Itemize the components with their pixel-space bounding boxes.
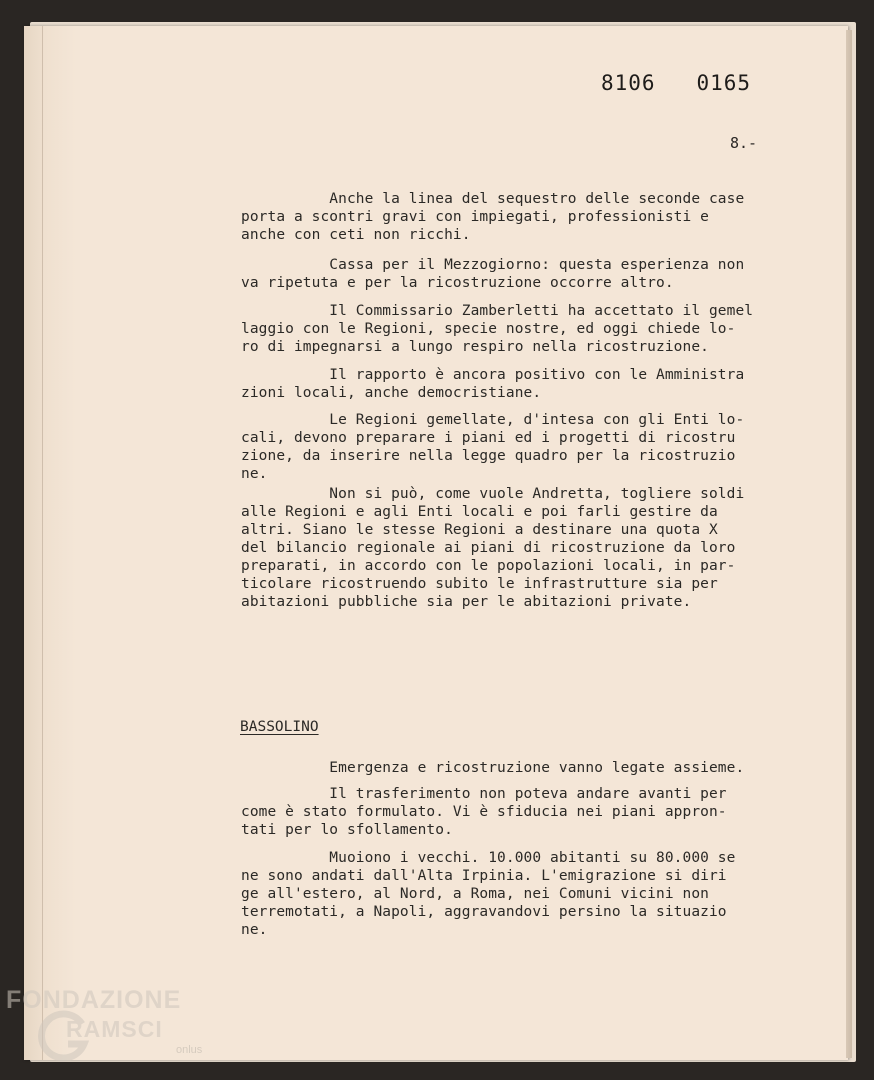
page-number: 8.- — [730, 134, 758, 152]
paragraph-1: Anche la linea del sequestro delle seconde case porta a scontri gravi con impiegati, professionisti e anche con ceti non ricchi. — [241, 191, 745, 243]
stacked-pages-edge — [846, 30, 852, 1058]
binding-edge — [42, 26, 43, 1060]
section-paragraph-1: Emergenza e ricostruzione vanno legate assieme. — [241, 760, 745, 776]
page-fold-shadow — [24, 26, 76, 1060]
watermark-line1: FONDAZIONE — [6, 986, 182, 1014]
paragraph-4: Il rapporto è ancora positivo con le Amministra zioni locali, anche democristiane. — [241, 367, 745, 401]
paragraph-3: Il Commissario Zamberletti ha accettato il gemel laggio con le Regioni, specie nostre, ed oggi chiede lo- ro di impegnarsi a lungo respiro nella ricostruzione. — [241, 303, 754, 355]
section-heading: BASSOLINO — [240, 719, 319, 735]
fondazione-gramsci-watermark — [6, 986, 216, 1066]
paragraph-6: Non si può, come vuole Andretta, togliere soldi alle Regioni e agli Enti locali e poi farli gestire da altri. Siano le stesse Regioni a destinare una quota X del bilancio regionale ai piani di ricostruzione da loro preparati, in accordo con le popolazioni locali, in par- ticolare ricostruendo subito le infrastrutture sia per abitazioni pubbliche sia per le abitazioni private. — [241, 486, 745, 610]
section-paragraph-3: Muoiono i vecchi. 10.000 abitanti su 80.000 se ne sono andati dall'Alta Irpinia. L'emigrazione si diri ge all'estero, al Nord, a Roma, nei Comuni vicini non terremotati, a Napoli, aggravandovi persino la situazio ne. — [241, 850, 736, 938]
watermark-line2: RAMSCI — [66, 1016, 163, 1042]
watermark-onlus: onlus — [176, 1044, 203, 1056]
section-paragraph-2: Il trasferimento non poteva andare avanti per come è stato formulato. Vi è sfiducia nei piani appron- tati per lo sfollamento. — [241, 786, 727, 838]
document-number: 8106 0165 — [601, 71, 752, 95]
paragraph-5: Le Regioni gemellate, d'intesa con gli Enti lo- cali, devono preparare i piani ed i progetti di ricostru zione, da inserire nella legge quadro per la ricostruzio ne. — [241, 412, 745, 482]
paragraph-2: Cassa per il Mezzogiorno: questa esperienza non va ripetuta e per la ricostruzione occorre altro. — [241, 257, 745, 291]
